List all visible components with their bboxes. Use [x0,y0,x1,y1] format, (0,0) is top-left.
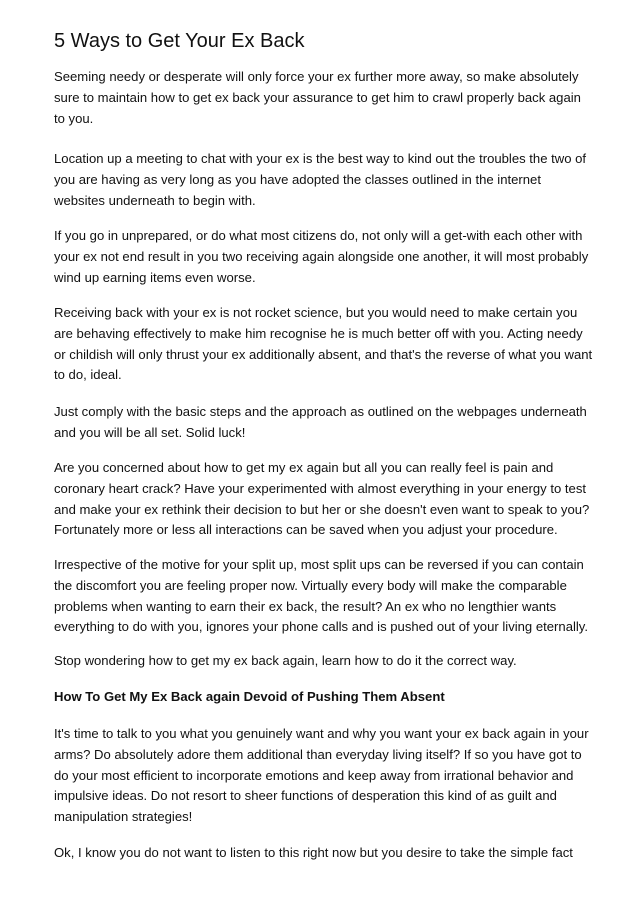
paragraph-line: to you. [54,110,94,126]
page-title: 5 Ways to Get Your Ex Back [54,30,305,52]
paragraph-line: sure to maintain how to get ex back your assurance to get him to crawl properly back again [54,89,581,105]
paragraph-line: impulsive ideas. Do not resort to sheer functions of desperation this kind of as guilt and [54,788,557,804]
section-heading [54,687,445,708]
paragraph-line: you are having as very long as you have adopted the classes outlined in the internet [54,171,541,187]
paragraph-line: Location up a meeting to chat with your ex is the best way to kind out the troubles the two of [54,151,587,166]
paragraph-8 [54,651,517,672]
paragraph-line: Irrespective of the motive for your split up, most split ups can be reversed if you can contain [54,557,584,572]
paragraph-line: are behaving effectively to make him recognise he is much better off with you. Acting needy [54,325,583,341]
paragraph-line: If you go in unprepared, or do what most citizens do, not only will a get-with each other with [54,228,583,243]
paragraph-line: arms? Do absolutely adore them additional than everyday living itself? If so you have got to [54,746,582,762]
paragraph-line: do your most efficient to incorporate emotions and keep away from irrational behavior and [54,767,574,783]
paragraph-line: or childish will only thrust your ex additionally absent, and that's the reverse of what you want [54,346,593,362]
paragraph-line: the discomfort you are feeling proper now. Virtually every body will make the comparable [54,577,567,593]
paragraph-line: Stop wondering how to get my ex back again, learn how to do it the correct way. [54,653,517,668]
paragraph-line: websites underneath to begin with. [54,192,256,208]
paragraph-10 [54,843,573,864]
section-heading-text: How To Get My Ex Back again Devoid of Pushing Them Absent [54,689,445,704]
paragraph-3 [54,226,588,288]
paragraph-line: Are you concerned about how to get my ex again but all you can really feel is pain and [54,460,554,475]
paragraph-line: coronary heart crack? Have your experimented with almost everything in your energy to test [54,480,587,496]
paragraph-2 [54,149,586,211]
paragraph-line: Receiving back with your ex is not rocket science, but you would need to make certain you [54,305,578,320]
paragraph-line: your ex not end result in you two receiving again alongside one another, it will most probably [54,248,589,264]
paragraph-line: Just comply with the basic steps and the approach as outlined on the webpages underneath [54,404,587,419]
paragraph-line: Seeming needy or desperate will only force your ex further more away, so make absolutely [54,69,579,84]
paragraph-line: It's time to talk to you what you genuinely want and why you want your ex back again in your [54,726,589,741]
paragraph-5 [54,402,587,444]
paragraph-line: and make your ex rethink their decision to but her or she doesn't even want to speak to you? [54,501,590,517]
paragraph-line: problems when wanting to earn their ex back, the result? An ex who no lengthier wants [54,598,557,614]
paragraph-9 [54,724,589,828]
paragraph-7 [54,555,588,638]
paragraph-6 [54,458,589,541]
paragraph-1 [54,67,581,129]
paragraph-line: Ok, I know you do not want to listen to this right now but you desire to take the simple fact [54,845,573,860]
paragraph-line: Fortunately more or less all interactions can be saved when you adjust your procedure. [54,522,558,538]
paragraph-4 [54,303,592,386]
paragraph-line: and you will be all set. Solid luck! [54,424,246,440]
paragraph-line: manipulation strategies! [54,809,193,825]
paragraph-line: to do, ideal. [54,367,122,383]
paragraph-line: everything to do with you, ignores your phone calls and is pushed out of your living eternally. [54,619,589,635]
paragraph-line: wind up earning items even worse. [54,269,256,285]
